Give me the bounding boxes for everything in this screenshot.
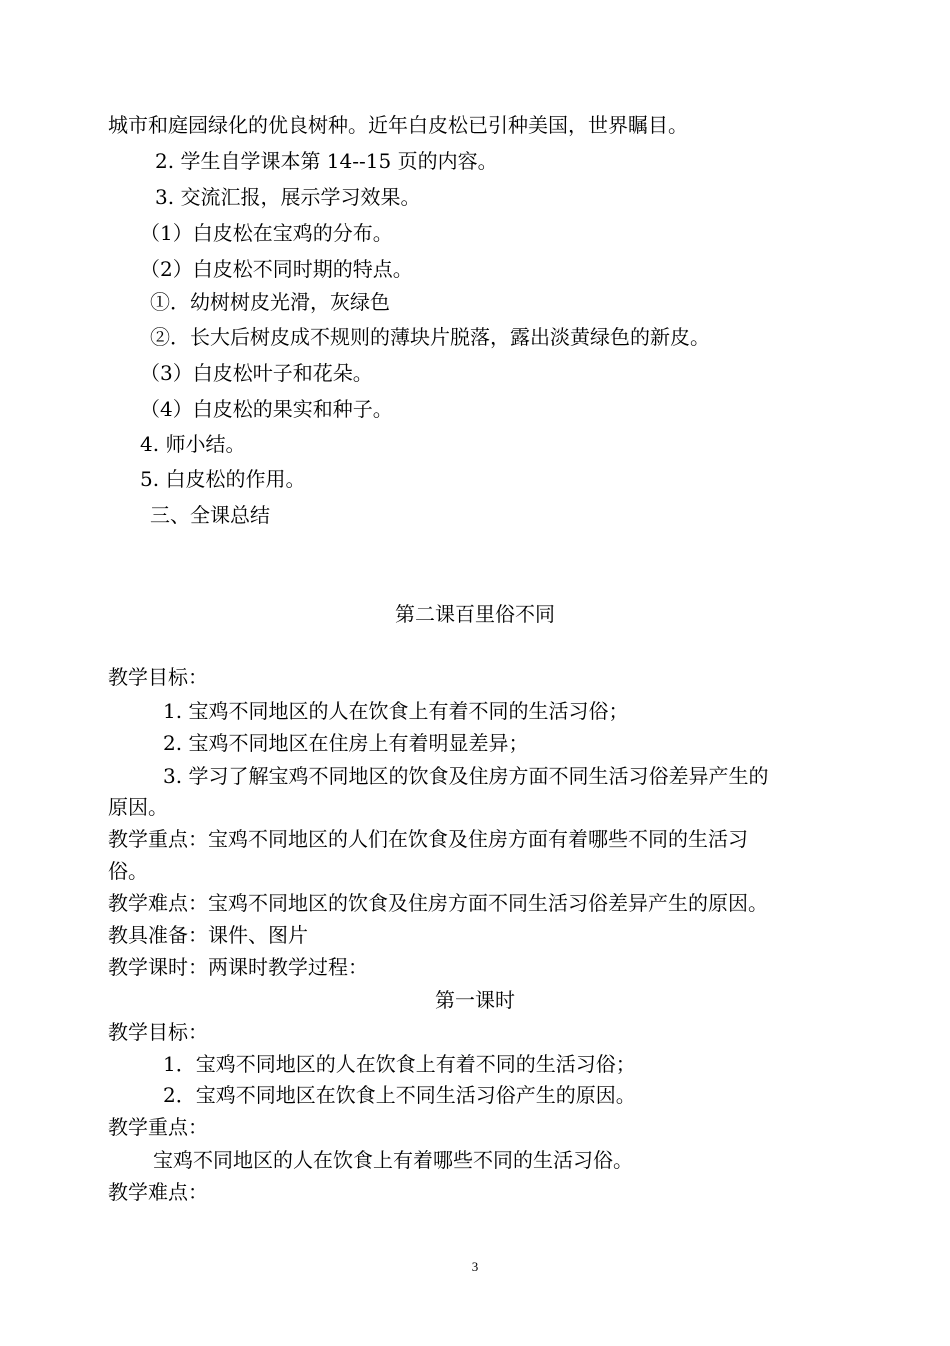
difficulty: 教学难点：宝鸡不同地区的饮食及住房方面不同生活习俗差异产生的原因。 bbox=[108, 891, 768, 915]
period-1-title: 第一课时 bbox=[435, 988, 515, 1012]
class-hours: 教学课时：两课时教学过程： bbox=[108, 955, 368, 979]
key-points-line-1: 教学重点：宝鸡不同地区的人们在饮食及住房方面有着哪些不同的生活习 bbox=[108, 827, 748, 851]
sub-item-2a: ①．幼树树皮光滑，灰绿色 bbox=[150, 290, 390, 314]
page-number: 3 bbox=[471, 1259, 479, 1274]
period-1-goals-label: 教学目标： bbox=[108, 1020, 208, 1044]
period-1-difficulty-label: 教学难点： bbox=[108, 1180, 208, 1204]
step-4: 4. 师小结。 bbox=[140, 432, 246, 456]
section-3-heading: 三、全课总结 bbox=[150, 503, 270, 527]
period-1-goal-1: 1．宝鸡不同地区的人在饮食上有着不同的生活习俗； bbox=[163, 1052, 636, 1076]
paragraph-intro: 城市和庭园绿化的优良树种。近年白皮松已引种美国，世界瞩目。 bbox=[108, 113, 688, 137]
goal-1: 1. 宝鸡不同地区的人在饮食上有着不同的生活习俗； bbox=[163, 699, 629, 723]
lesson-title: 第二课百里俗不同 bbox=[395, 602, 555, 626]
sub-item-1: （1）白皮松在宝鸡的分布。 bbox=[140, 221, 393, 245]
sub-item-2b: ②．长大后树皮成不规则的薄块片脱落，露出淡黄绿色的新皮。 bbox=[150, 325, 710, 349]
sub-item-4: （4）白皮松的果实和种子。 bbox=[140, 397, 393, 421]
period-1-key-label: 教学重点： bbox=[108, 1115, 208, 1139]
step-3: 3. 交流汇报，展示学习效果。 bbox=[155, 185, 421, 209]
goal-3-line-2: 原因。 bbox=[108, 795, 168, 819]
period-1-key-text: 宝鸡不同地区的人在饮食上有着哪些不同的生活习俗。 bbox=[153, 1148, 633, 1172]
step-5: 5. 白皮松的作用。 bbox=[140, 467, 306, 491]
goal-2: 2. 宝鸡不同地区在住房上有着明显差异； bbox=[163, 731, 529, 755]
period-1-goal-2: 2．宝鸡不同地区在饮食上不同生活习俗产生的原因。 bbox=[163, 1083, 636, 1107]
key-points-line-2: 俗。 bbox=[108, 859, 148, 883]
materials: 教具准备：课件、图片 bbox=[108, 923, 308, 947]
goal-3-line-1: 3. 学习了解宝鸡不同地区的饮食及住房方面不同生活习俗差异产生的 bbox=[163, 764, 769, 788]
sub-item-3: （3）白皮松叶子和花朵。 bbox=[140, 361, 373, 385]
goals-label: 教学目标： bbox=[108, 665, 208, 689]
sub-item-2: （2）白皮松不同时期的特点。 bbox=[140, 257, 413, 281]
step-2: 2. 学生自学课本第 14--15 页的内容。 bbox=[155, 149, 498, 173]
